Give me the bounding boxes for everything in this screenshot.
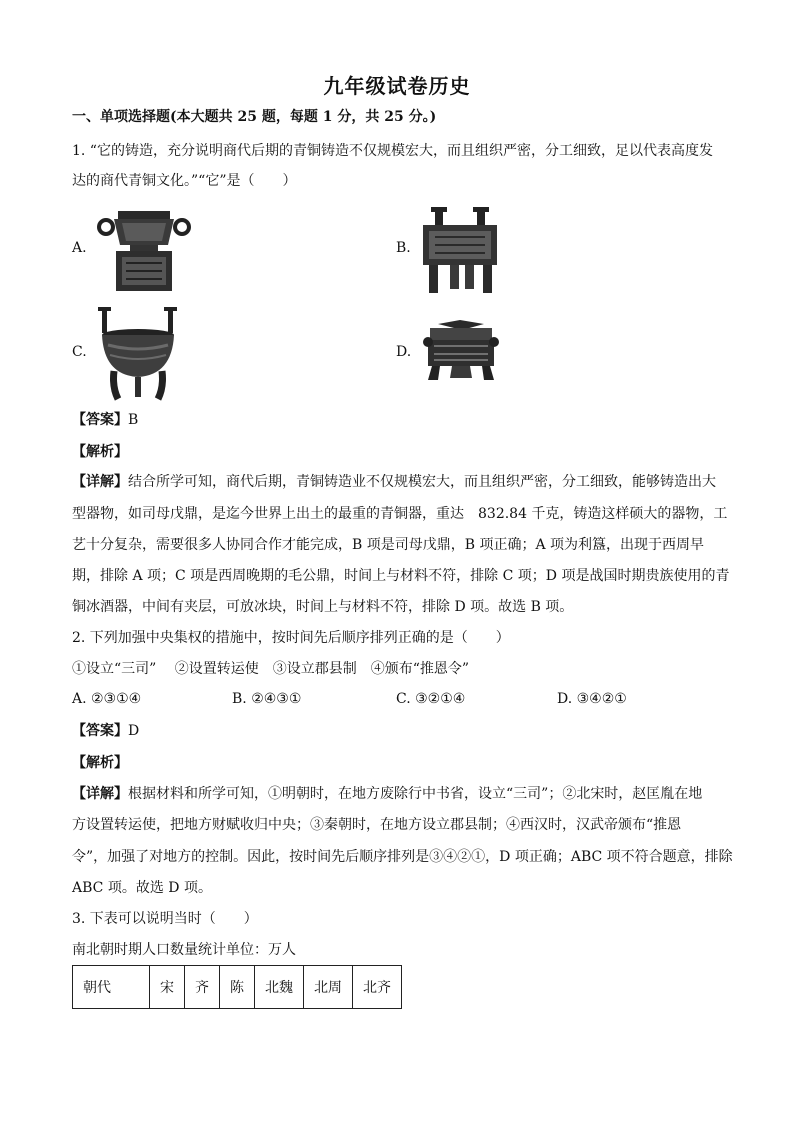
answer-label: 【答案】 <box>72 412 128 428</box>
q1-detail-text1: 结合所学可知，商代后期，青铜铸造业不仅规模宏大，而且组织严密，分工细致，能够铸造出大 <box>128 474 716 490</box>
round-ding-vessel-image <box>96 305 180 401</box>
q2-option-b: B. ②④③① <box>232 691 302 707</box>
q2-detail-text1: 根据材料和所学可知，①明朝时，在地方废除行中书省，设立“三司”；②北宋时，赵匡胤在地 <box>128 786 703 802</box>
section-heading: 一、单项选择题(本大题共 25 题，每题 1 分，共 25 分。) <box>72 109 437 125</box>
answer-value: B <box>128 412 139 428</box>
q1-detail-line4: 期，排除 A 项；C 项是西周晚期的毛公鼎，时间上与材料不符，排除 C 项；D 项是战国时期贵族使用的青 <box>72 568 730 584</box>
q1-detail-line3: 艺十分复杂，需要很多人协同合作才能完成，B 项是司母戊鼎，B 项正确；A 项为利簋，出现于西周早 <box>72 537 705 553</box>
q2-answer <box>72 722 139 740</box>
detail-label: 【详解】 <box>72 786 128 802</box>
q1-option-c-label: C. <box>72 344 87 360</box>
bronze-gui-vessel-image <box>96 205 192 295</box>
q1-option-b-label: B. <box>396 240 411 256</box>
q3-stem: 3. 下表可以说明当时（ ） <box>72 911 258 927</box>
q2-option-d: D. ③④②① <box>557 691 627 707</box>
q3-table-caption: 南北朝时期人口数量统计单位：万人 <box>72 942 296 958</box>
table-header-cell: 宋 <box>150 966 185 1009</box>
q1-detail-line1 <box>72 473 716 491</box>
q2-detail-line1 <box>72 785 702 803</box>
square-ding-vessel-image <box>415 205 505 295</box>
bronze-ice-wine-vessel-image <box>422 318 500 384</box>
q2-detail-line3: 令”，加强了对地方的控制。因此，按时间先后顺序排列是③④②①，D 项正确；ABC 项不符合题意，排除 <box>72 849 733 865</box>
table-header-row <box>73 966 402 1009</box>
table-header-cell: 北周 <box>304 966 353 1009</box>
page-title: 九年级试卷历史 <box>323 74 471 98</box>
q1-option-d-label: D. <box>396 344 412 360</box>
answer-value: D <box>128 723 140 739</box>
q2-option-a: A. ②③①④ <box>72 691 142 707</box>
q2-option-c: C. ③②①④ <box>396 691 466 707</box>
table-header-cell: 陈 <box>220 966 255 1009</box>
table-header-cell: 北魏 <box>255 966 304 1009</box>
q2-detail-line2: 方设置转运使，把地方财赋收归中央；③秦朝时，在地方设立郡县制；④西汉时，汉武帝颁布“推恩 <box>72 817 682 833</box>
q1-stem-line1: 1. “它的铸造，充分说明商代后期的青铜铸造不仅规模宏大，而且组织严密，分工细致，足以代表高度发 <box>72 143 713 159</box>
table-header-cell: 北齐 <box>353 966 402 1009</box>
q2-items: ①设立“三司” ②设置转运使 ③设立郡县制 ④颁布“推恩令” <box>72 661 470 677</box>
table-header-cell: 齐 <box>185 966 220 1009</box>
q1-option-a-label: A. <box>72 240 87 256</box>
q1-detail-line2: 型器物，如司母戊鼎，是迄今世界上出土的最重的青铜器，重达 832.84 千克，铸造这样硕大的器物，工 <box>72 506 728 522</box>
q1-stem-line2: 达的商代青铜文化。”“它”是（ ） <box>72 173 297 189</box>
q2-analysis-label: 【解析】 <box>72 755 128 771</box>
q1-answer <box>72 411 138 429</box>
detail-label: 【详解】 <box>72 474 128 490</box>
q1-analysis-label: 【解析】 <box>72 444 128 460</box>
population-table <box>72 965 402 1009</box>
table-header-cell: 朝代 <box>73 966 150 1009</box>
answer-label: 【答案】 <box>72 723 128 739</box>
q2-detail-line4: ABC 项。故选 D 项。 <box>72 880 212 896</box>
q1-detail-line5: 铜冰酒器，中间有夹层，可放冰块，时间上与材料不符，排除 D 项。故选 B 项。 <box>72 599 574 615</box>
q2-stem: 2. 下列加强中央集权的措施中，按时间先后顺序排列正确的是（ ） <box>72 630 510 646</box>
